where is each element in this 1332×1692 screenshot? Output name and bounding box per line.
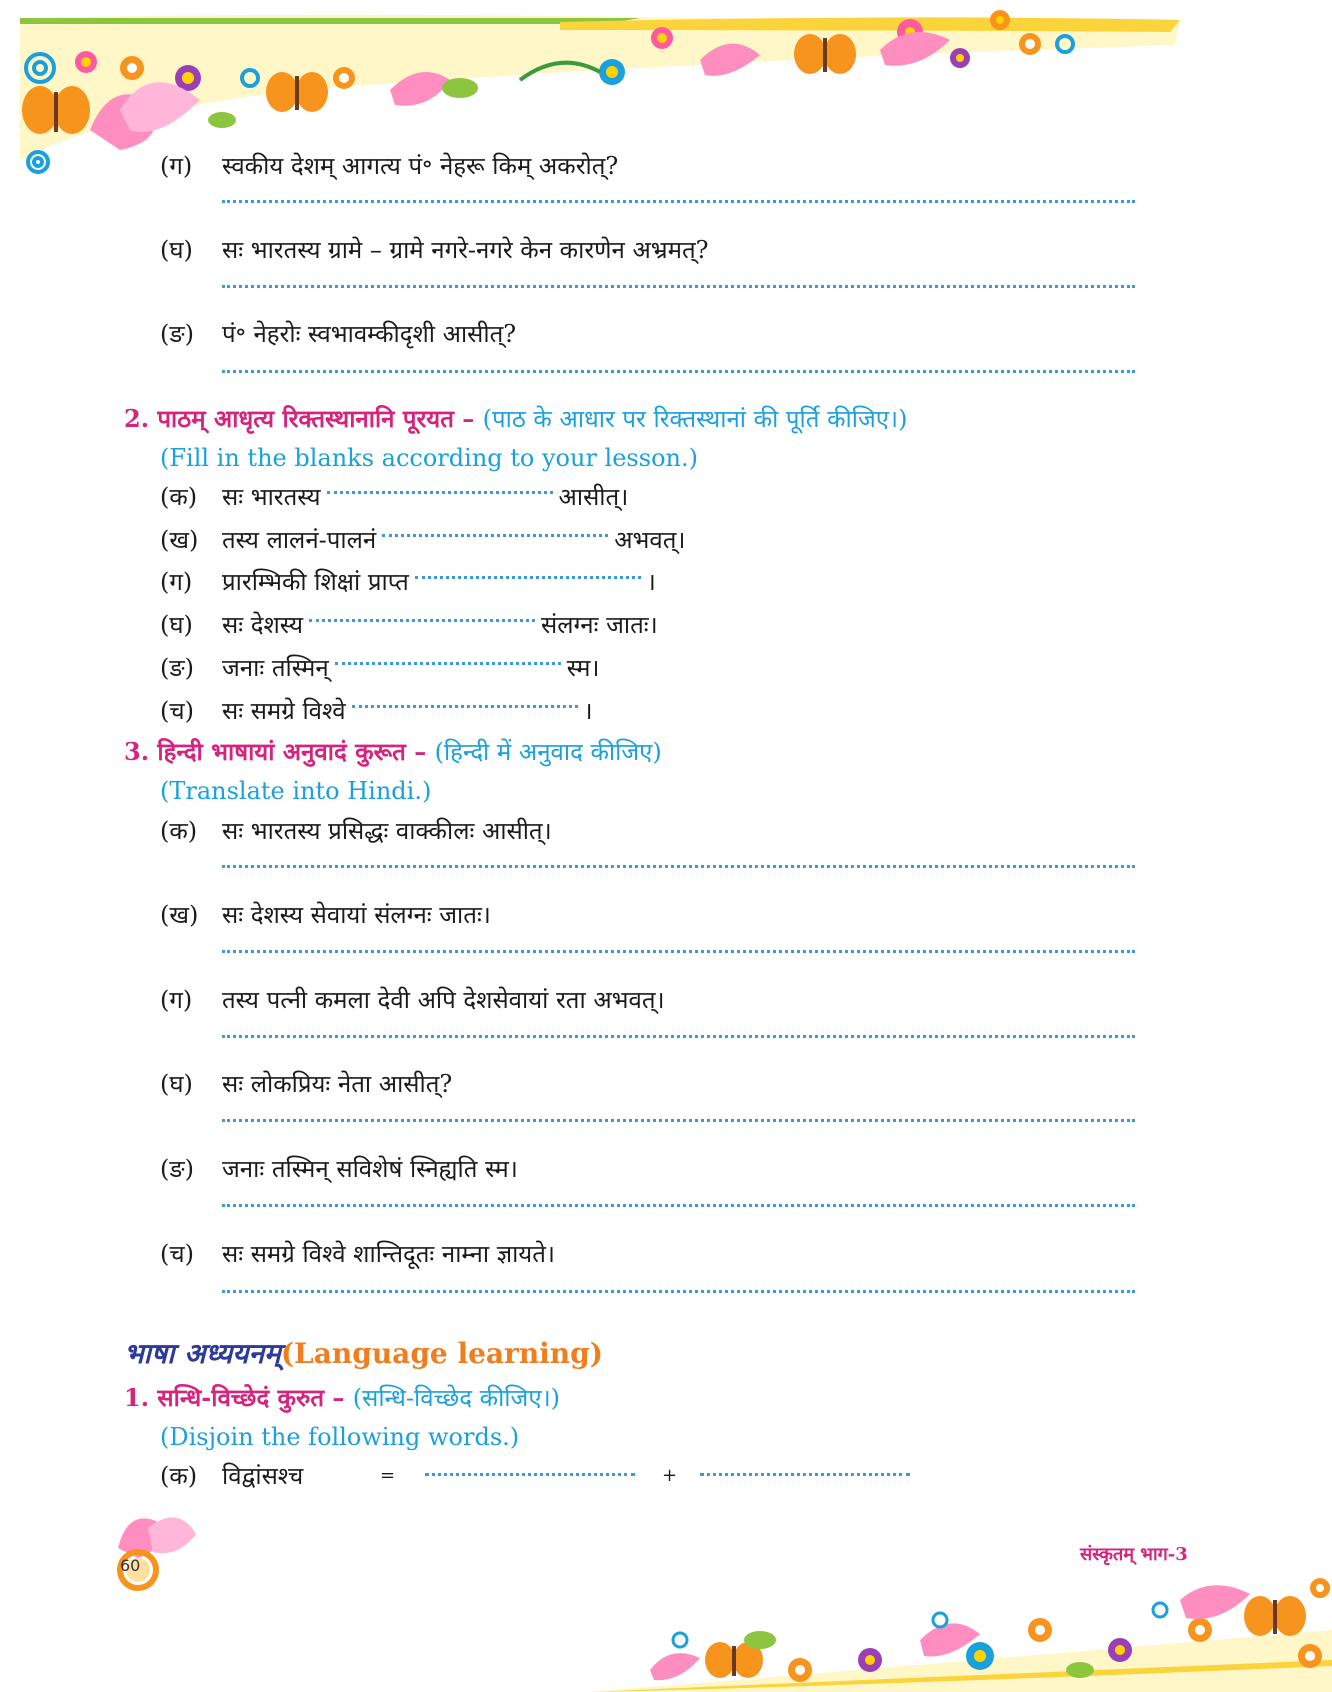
answer-line[interactable]	[222, 950, 1135, 953]
blank-after-text: अभवत्।	[614, 526, 686, 554]
question-text: जनाः तस्मिन् सविशेषं स्निह्यति स्म।	[222, 1155, 518, 1183]
question-label: (च)	[160, 1240, 194, 1268]
page-number: 60	[120, 1556, 141, 1575]
section-number: 2.	[124, 404, 150, 433]
language-learning-english: (Language learning)	[280, 1337, 603, 1370]
section-title: पाठम् आधृत्य रिक्तस्थानानि पूरयत –	[157, 404, 475, 433]
answer-line[interactable]	[222, 1290, 1135, 1293]
blank-before-text: तस्य लालनं-पालनं	[222, 526, 377, 554]
blank-after-text: स्म।	[566, 654, 600, 682]
question-text: सः देशस्य सेवायां संलग्नः जातः।	[222, 901, 491, 929]
question-text: सः लोकप्रियः नेता आसीत्?	[222, 1070, 453, 1098]
language-learning-heading	[124, 1336, 603, 1372]
bottom-floral-banner	[560, 1560, 1332, 1692]
blank-dots[interactable]	[415, 576, 641, 579]
question-text: सः समग्रे विश्वे शान्तिदूतः नाम्ना ज्ञायते।	[222, 1240, 555, 1268]
question-label: (क)	[160, 483, 198, 511]
answer-line[interactable]	[222, 865, 1135, 868]
blank-after-text: संलग्नः जातः।	[541, 611, 658, 639]
blank-before-text: जनाः तस्मिन्	[222, 654, 329, 682]
question-label: (ग)	[160, 986, 193, 1014]
answer-line[interactable]	[222, 285, 1135, 288]
plus-sign: +	[662, 1465, 678, 1486]
question-label: (घ)	[160, 236, 193, 264]
question-label: (क)	[160, 817, 198, 845]
blank-before-text: सः देशस्य	[222, 611, 304, 639]
language-learning-hindi: भाषा अध्ययनम्	[124, 1337, 281, 1370]
blank-before-text: सः समग्रे विश्वे	[222, 697, 346, 725]
section-english-instruction: (Fill in the blanks according to your lesson.)	[160, 444, 698, 472]
top-floral-banner	[0, 0, 1332, 190]
section3-heading	[124, 737, 662, 767]
answer-line[interactable]	[222, 200, 1135, 203]
question-label: (ग)	[160, 568, 193, 596]
question-label: (क)	[160, 1462, 198, 1490]
blank-dots[interactable]	[382, 534, 608, 537]
answer-line[interactable]	[222, 1035, 1135, 1038]
section-number: 1.	[124, 1383, 150, 1412]
sandhi-heading	[124, 1383, 560, 1413]
sandhi-word: विद्वांसश्च	[222, 1462, 304, 1490]
question-label: (घ)	[160, 1070, 193, 1098]
blank-dots[interactable]	[309, 619, 535, 622]
section2-heading	[124, 404, 907, 434]
question-label: (ख)	[160, 526, 199, 554]
blank-dots[interactable]	[352, 705, 578, 708]
question-text: स्वकीय देशम् आगत्य पं॰ नेहरू किम् अकरोत्?	[222, 152, 619, 180]
blank-dots[interactable]	[335, 662, 561, 665]
sandhi-blank-1[interactable]	[425, 1473, 635, 1476]
question-label: (ख)	[160, 901, 199, 929]
section-hindi-instruction: (हिन्दी में अनुवाद कीजिए)	[434, 738, 662, 766]
section-hindi-instruction: (पाठ के आधार पर रिक्तस्थानां की पूर्ति कीजिए।)	[482, 405, 908, 433]
question-label: (घ)	[160, 611, 193, 639]
section-english-instruction: (Disjoin the following words.)	[160, 1423, 520, 1451]
blank-after-text: आसीत्।	[558, 483, 629, 511]
page-number-flower	[108, 1508, 198, 1592]
blank-after-text: ।	[646, 568, 656, 596]
blank-after-text: ।	[583, 697, 593, 725]
blank-dots[interactable]	[327, 491, 553, 494]
question-label: (ङ)	[160, 654, 195, 682]
book-title: संस्कृतम् भाग-3	[1080, 1544, 1188, 1565]
section-hindi-instruction: (सन्धि-विच्छेद कीजिए।)	[352, 1384, 561, 1412]
question-label: (ङ)	[160, 1155, 195, 1183]
question-label: (च)	[160, 697, 194, 725]
section-title: सन्धि-विच्छेदं कुरुत –	[157, 1383, 345, 1412]
question-text: पं॰ नेहरोः स्वभावम्कीदृशी आसीत्?	[222, 320, 517, 348]
answer-line[interactable]	[222, 1119, 1135, 1122]
blank-before-text: प्रारम्भिकी शिक्षां प्राप्त	[222, 568, 409, 596]
section-number: 3.	[124, 737, 150, 766]
section-english-instruction: (Translate into Hindi.)	[160, 777, 432, 805]
section-title: हिन्दी भाषायां अनुवादं कुरूत –	[157, 737, 427, 766]
answer-line[interactable]	[222, 1204, 1135, 1207]
question-text: सः भारतस्य प्रसिद्धः वाक्कीलः आसीत्।	[222, 817, 552, 845]
question-label: (ङ)	[160, 320, 195, 348]
sandhi-blank-2[interactable]	[700, 1473, 910, 1476]
blank-before-text: सः भारतस्य	[222, 483, 321, 511]
question-text: तस्य पत्नी कमला देवी अपि देशसेवायां रता अभवत्।	[222, 986, 665, 1014]
answer-line[interactable]	[222, 370, 1135, 373]
question-label: (ग)	[160, 152, 193, 180]
equals-sign: =	[380, 1465, 396, 1486]
question-text: सः भारतस्य ग्रामे – ग्रामे नगरे-नगरे केन कारणेन अभ्रमत्?	[222, 236, 709, 264]
